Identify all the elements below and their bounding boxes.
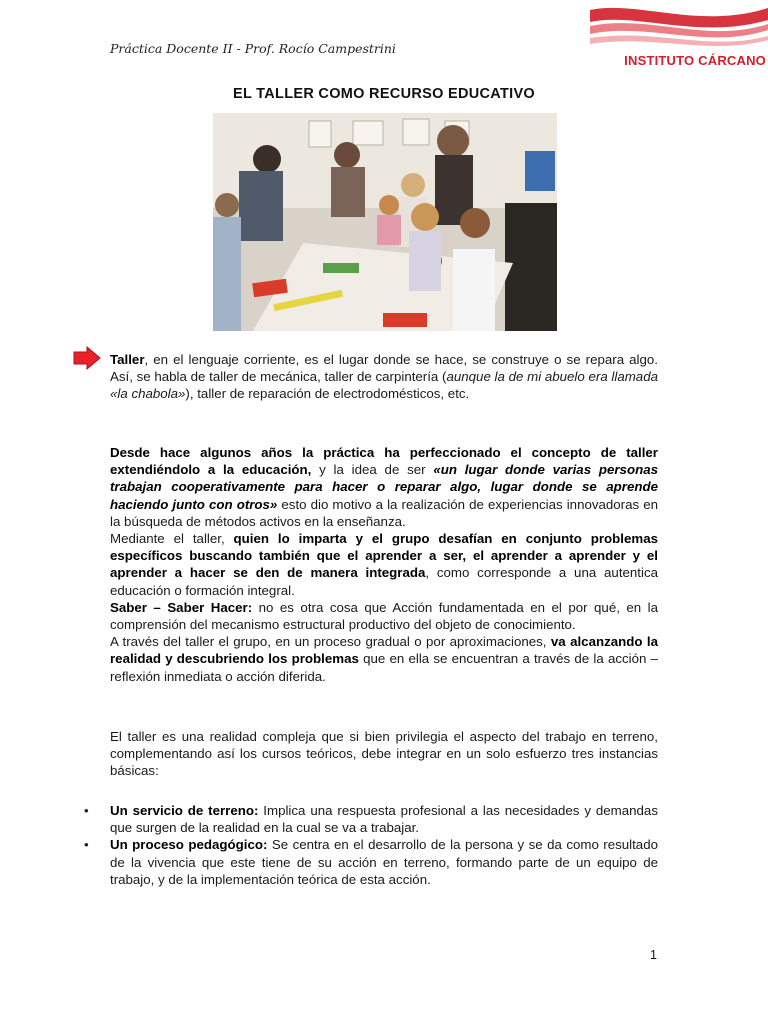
text-segment: y la idea de ser	[311, 462, 434, 478]
term-saber-hacer: Saber – Saber Hacer:	[110, 599, 253, 615]
paragraph-taller-education	[110, 444, 658, 685]
text-segment: A través del taller el grupo, en un proceso gradual o por aproximaciones,	[110, 634, 551, 650]
paragraph-taller-reality	[110, 728, 658, 780]
text-segment: no es otra cosa que Acción fundamentada en el por qué, en la comprensión del mecanismo estructural productivo del objeto de conocimiento.	[110, 599, 659, 633]
text-segment: , como corresponde a una autentica educación o formación integral.	[110, 565, 658, 598]
list-item	[64, 836, 658, 888]
page-header: Práctica Docente II - Prof. Rocío Campestrini	[110, 41, 396, 56]
bold-segment: Desde hace algunos años la práctica ha perfeccionado el concepto de taller extendiéndolo a la educación,	[110, 445, 658, 478]
logo-ribbon-icon	[588, 0, 768, 80]
logo-text: INSTITUTO CÁRCANO	[624, 53, 766, 68]
text-segment: El taller es una realidad compleja que si bien privilegia el aspecto del trabajo en terreno, complementando así los cursos teóricos, debe integrar en un solo esfuerzo tres instancias básicas:	[110, 729, 658, 779]
text-segment: , en el lenguaje corriente, es el lugar donde se hace, se construye o se repara algo. Así, se habla de taller de mecánica, taller de carpintería (	[110, 352, 658, 385]
page-number: 1	[650, 948, 657, 962]
term-taller: Taller	[110, 352, 145, 367]
text-segment: esto dio motivo a la realización de experiencias innovadoras en la búsqueda de métodos activos en la enseñanza.	[110, 496, 659, 529]
bullet-term: Un proceso pedagógico:	[110, 837, 268, 853]
instituto-logo	[588, 0, 768, 80]
red-arrow-icon	[73, 346, 101, 370]
list-item	[64, 802, 658, 836]
text-segment: Mediante el taller,	[110, 531, 234, 547]
text-segment: que en ella se encuentran a través de la acción – reflexión inmediata o acción diferida.	[110, 651, 659, 684]
bullet-term: Un servicio de terreno:	[110, 803, 259, 818]
photo-children-workshop-icon	[213, 113, 557, 331]
bullet-text: Implica una respuesta profesional a las necesidades y demandas que surgen de la realidad en la cual se va a trabajar.	[110, 803, 658, 836]
bold-segment: va alcanzando la realidad y descubriendo los problemas	[110, 634, 658, 667]
text-segment: ), taller de reparación de electrodomésticos, etc.	[185, 386, 470, 402]
workshop-photo	[213, 113, 557, 331]
paragraph-taller-definition	[110, 351, 658, 403]
quote-segment: «un lugar donde varias personas trabajan cooperativamente para hacer o reparar algo, lugar donde se aprende haciendo junto con otros»	[110, 462, 658, 512]
italic-segment: aunque la de mi abuelo era llamada «la chabola»	[110, 369, 658, 402]
document-title: EL TALLER COMO RECURSO EDUCATIVO	[232, 86, 536, 102]
bullet-text: Se centra en el desarrollo de la persona y se da como resultado de la vivencia que este tiene de su acción en terreno, formando parte de un equipo de trabajo, y de la implementación teórica de esta acción.	[110, 837, 658, 887]
bullet-list	[110, 802, 658, 888]
bold-segment: quien lo imparta y el grupo desafían en conjunto problemas específicos buscando también que el aprender a ser, el aprender a aprender y el aprender a hacer se den de manera integrada	[110, 531, 658, 581]
